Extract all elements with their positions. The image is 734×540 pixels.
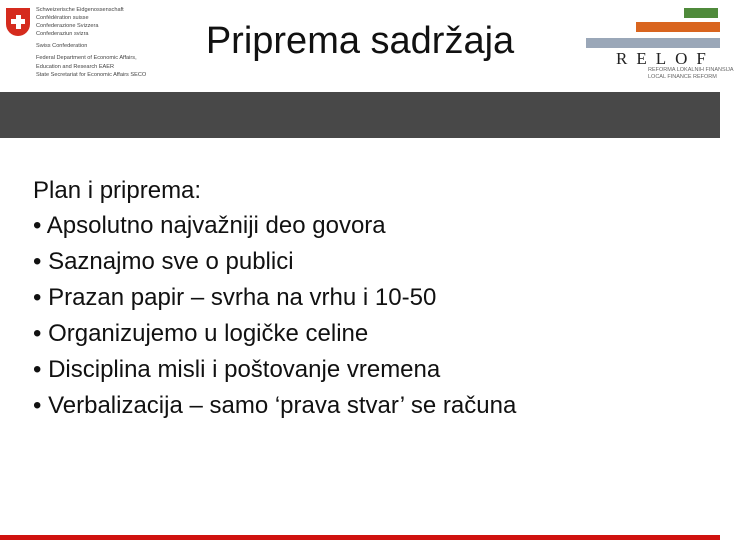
header-band [0,92,720,138]
relof-green-bar [684,8,718,18]
bullet-list [33,208,713,424]
relof-logo [566,4,734,84]
relof-subtitle-english: LOCAL FINANCE REFORM [648,73,717,80]
relof-subtitle-local: REFORMA LOKALNIH FINANSIJA [648,67,734,73]
swiss-logo-text [36,6,161,79]
swiss-logo-line: Swiss Confederation [36,43,88,50]
bullet-item: • Saznajmo sve o publici [33,248,294,275]
bullet-item: • Disciplina misli i poštovanje vremena [33,356,441,383]
body-heading: Plan i priprema: [33,177,202,204]
bullet-item: • Verbalizacija – samo ‘prava stvar’ se računa [33,392,517,419]
swiss-logo-line: State Secretariat for Economic Affairs SECO [36,71,147,78]
relof-orange-bar [636,22,720,32]
slide-body [33,173,713,424]
swiss-confederation-logo [6,6,156,88]
swiss-logo-line: Schweizerische Eidgenossenschaft [36,7,124,13]
swiss-flag-icon [6,8,30,36]
swiss-logo-line: Confederazione Svizzera [36,23,99,30]
swiss-logo-line: Confédération suisse [36,15,89,22]
bottom-accent-line [0,535,720,540]
bullet-item: • Prazan papir – svrha na vrhu i 10-50 [33,284,437,311]
swiss-logo-line: Federal Department of Economic Affairs, [36,55,137,62]
slide-title: Priprema sadržaja [205,20,515,62]
relof-gray-bar [586,38,720,48]
swiss-logo-line: Education and Research EAER [36,63,115,70]
relof-wordmark: RELOF [616,49,715,68]
swiss-logo-line: Confederaziun svizra [36,31,89,38]
bullet-item: • Apsolutno najvažniji deo govora [33,212,386,239]
bullet-item: • Organizujemo u logičke celine [33,320,369,347]
